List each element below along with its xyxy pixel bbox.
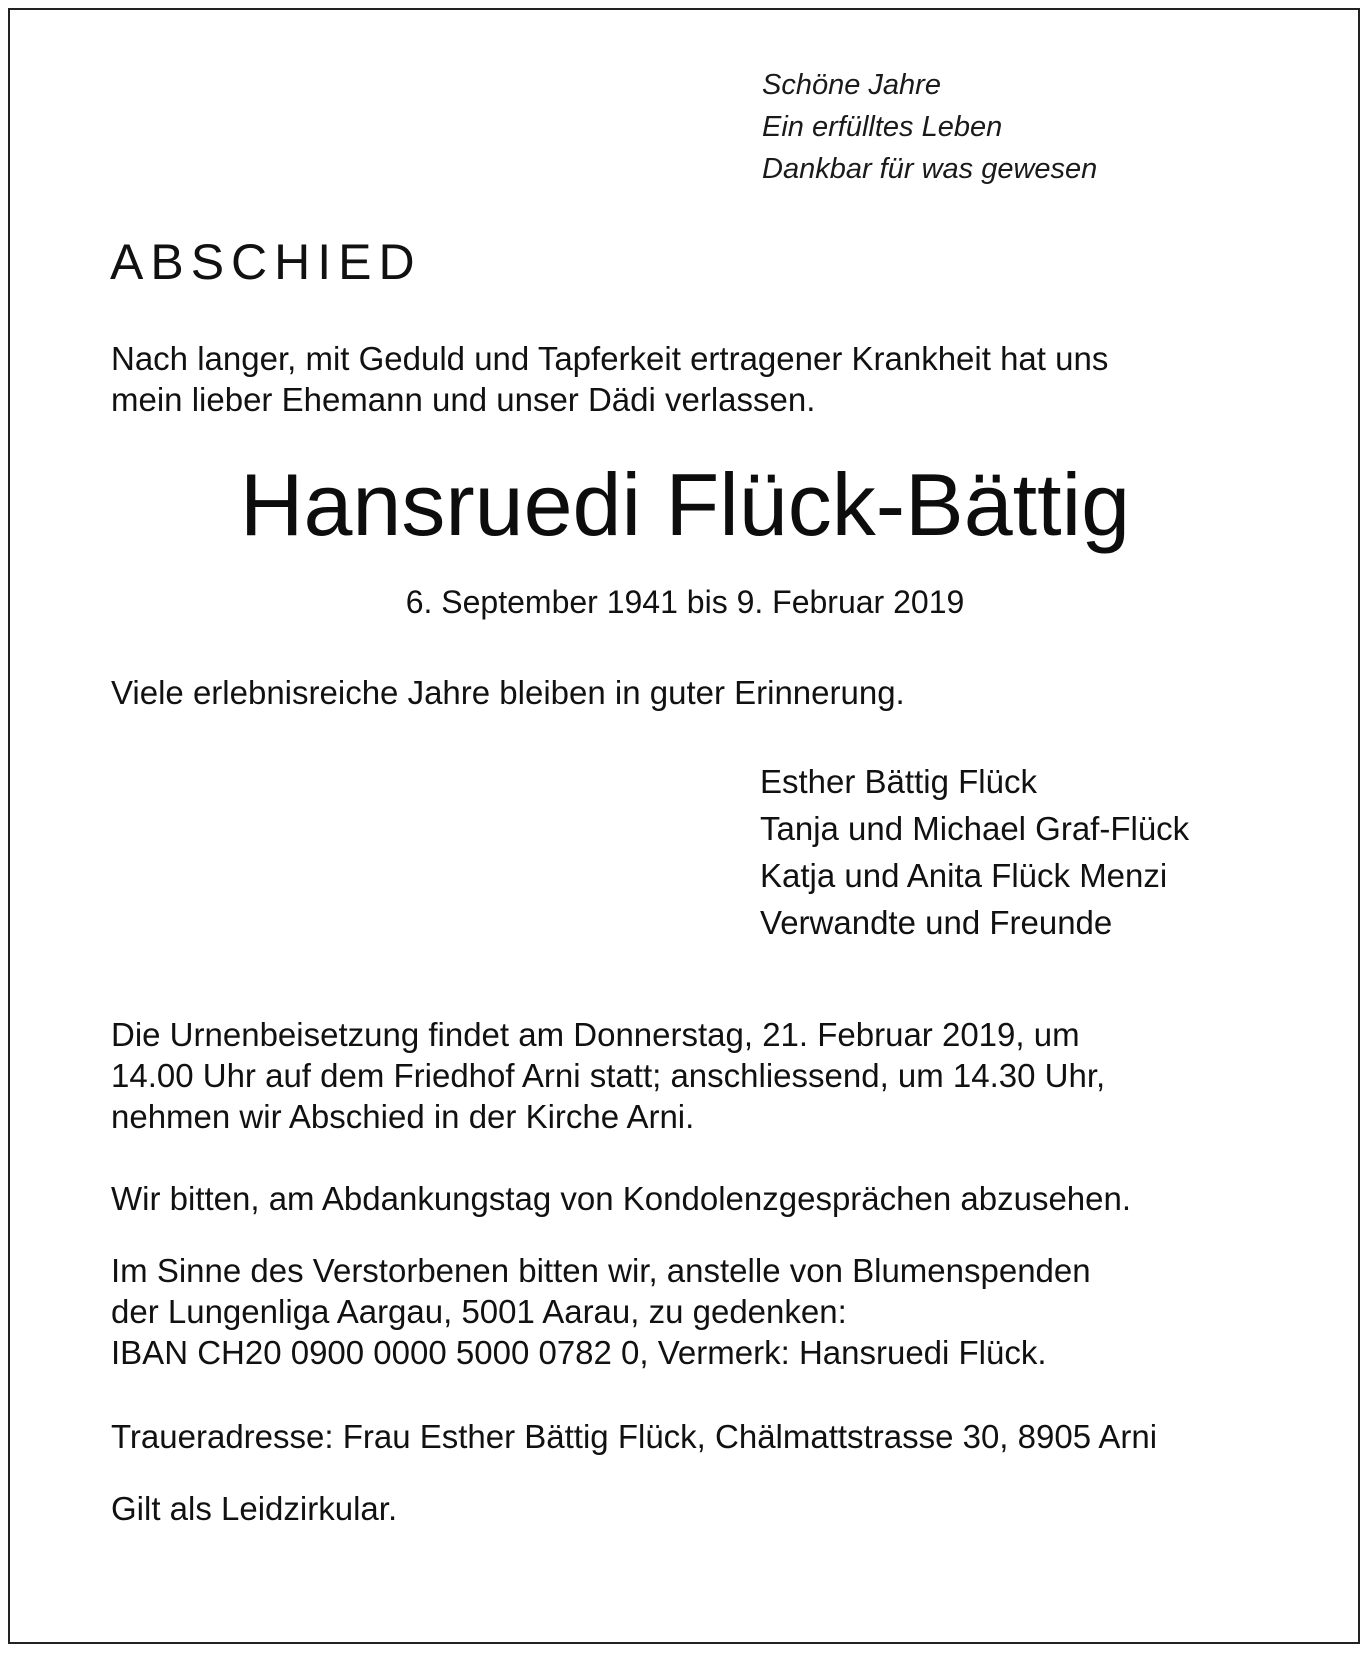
ceremony-line: 14.00 Uhr auf dem Friedhof Arni statt; anschliessend, um 14.30 Uhr, <box>111 1057 1106 1094</box>
circular-note <box>111 1488 1281 1529</box>
ceremony-line: nehmen wir Abschied in der Kirche Arni. <box>111 1098 695 1135</box>
life-dates: 6. September 1941 bis 9. Februar 2019 <box>405 584 965 620</box>
intro-text <box>111 338 1261 420</box>
family-member: Verwandte und Freunde <box>760 904 1113 941</box>
circular-line: Gilt als Leidzirkular. <box>111 1490 398 1527</box>
motto-line: Ein erfülltes Leben <box>762 111 1003 143</box>
family-member: Tanja und Michael Graf-Flück <box>760 810 1190 847</box>
family-member: Esther Bättig Flück <box>760 763 1037 800</box>
notice-heading: ABSCHIED <box>110 234 422 290</box>
donation-line: Im Sinne des Verstorbenen bitten wir, anstelle von Blumenspenden <box>111 1252 1091 1289</box>
ceremony-paragraph <box>111 1014 1281 1137</box>
address-line: Traueradresse: Frau Esther Bättig Flück, Chälmattstrasse 30, 8905 Arni <box>111 1418 1158 1455</box>
ceremony-line: Die Urnenbeisetzung findet am Donnerstag, 21. Februar 2019, um <box>111 1016 1080 1053</box>
donation-paragraph <box>111 1250 1281 1373</box>
intro-line: Nach langer, mit Geduld und Tapferkeit ertragener Krankheit hat uns <box>111 340 1109 377</box>
motto-verse <box>762 64 1097 190</box>
motto-line: Schöne Jahre <box>762 69 941 101</box>
deceased-name: Hansruedi Flück-Bättig <box>239 455 1131 554</box>
donation-line: IBAN CH20 0900 0000 5000 0782 0, Vermerk: Hansruedi Flück. <box>111 1334 1047 1371</box>
motto-line: Dankbar für was gewesen <box>762 153 1098 185</box>
family-member: Katja und Anita Flück Menzi <box>760 857 1168 894</box>
condolence-line: Wir bitten, am Abdankungstag von Kondolenzgesprächen abzusehen. <box>111 1180 1132 1217</box>
condolence-note <box>111 1178 1281 1219</box>
intro-line: mein lieber Ehemann und unser Dädi verlassen. <box>111 381 816 418</box>
memory-text: Viele erlebnisreiche Jahre bleiben in guter Erinnerung. <box>111 674 905 711</box>
mourning-address <box>111 1416 1281 1457</box>
donation-line: der Lungenliga Aargau, 5001 Aarau, zu gedenken: <box>111 1293 847 1330</box>
family-list <box>760 758 1189 946</box>
